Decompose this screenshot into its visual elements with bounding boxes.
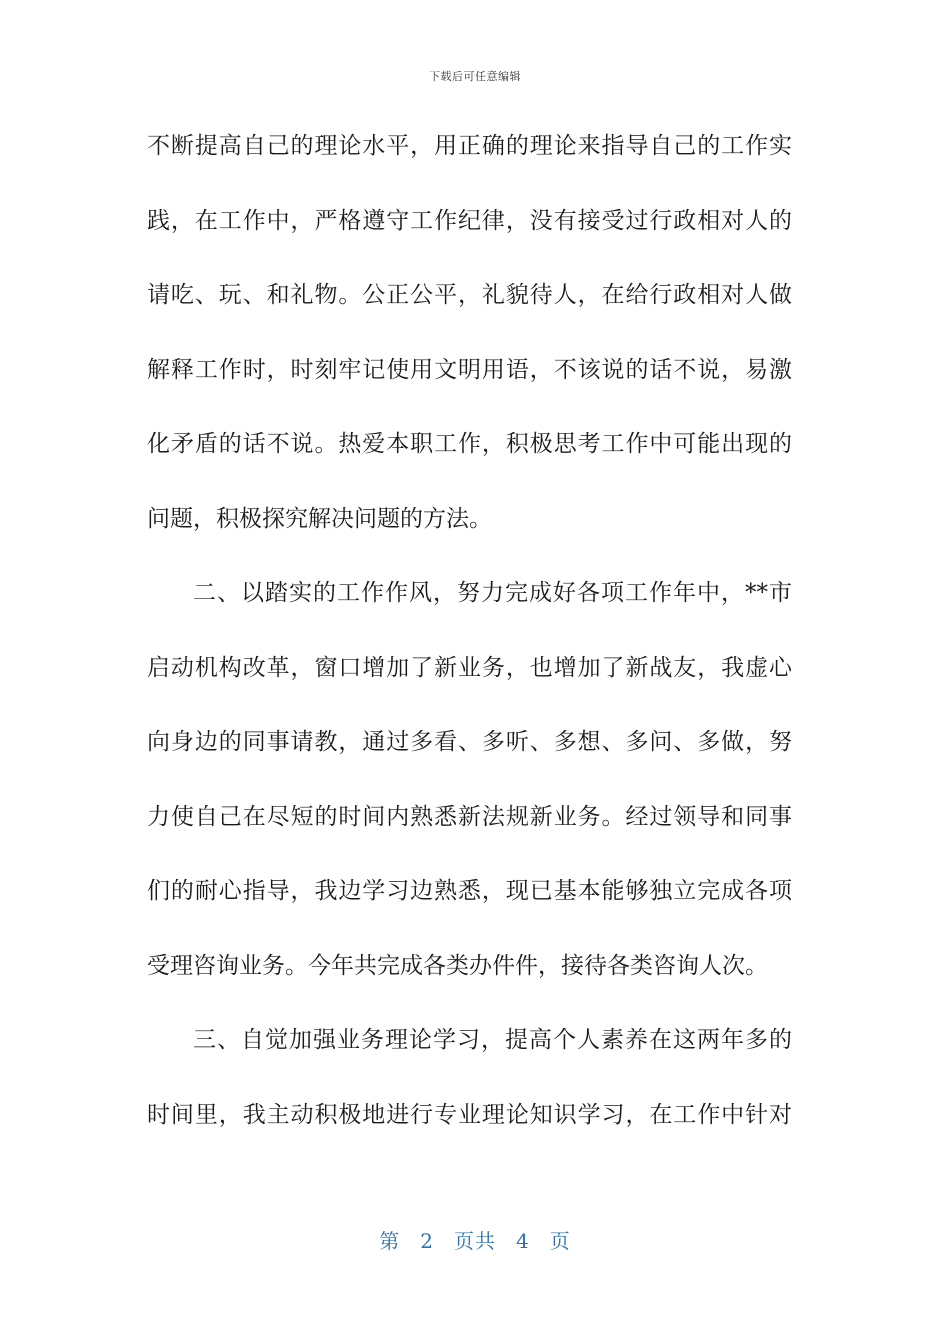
page-label-mid: 页共 — [454, 1229, 496, 1253]
page-label-suffix: 页 — [549, 1229, 571, 1253]
text-line: 解释工作时，时刻牢记使用文明用语，不该说的话不说，易激 — [147, 356, 792, 383]
document-body — [147, 118, 792, 1161]
text-line: 三、自觉加强业务理论学习，提高个人素养在这两年多的 — [193, 1027, 792, 1053]
text-line: 受理咨询业务。今年共完成各类办件件，接待各类咨询人次。 — [147, 952, 768, 979]
current-page-number: 2 — [420, 1229, 434, 1253]
text-line: 问题，积极探究解决问题的方法。 — [147, 505, 492, 532]
text-line: 请吃、玩、和礼物。公正公平，礼貌待人，在给行政相对人做 — [147, 282, 792, 308]
text-line: 不断提高自己的理论水平，用正确的理论来指导自己的工作实 — [147, 133, 792, 159]
page-label-prefix: 第 — [379, 1229, 401, 1253]
text-line: 践，在工作中，严格遵守工作纪律，没有接受过行政相对人的 — [147, 207, 792, 234]
total-pages-number: 4 — [516, 1229, 530, 1253]
text-line: 化矛盾的话不说。热爱本职工作，积极思考工作中可能出现的 — [147, 431, 792, 457]
text-line: 时间里，我主动积极地进行专业理论知识学习，在工作中针对 — [147, 1101, 792, 1128]
text-line: 向身边的同事请教，通过多看、多听、多想、多问、多做，努 — [147, 729, 792, 755]
text-line: 力使自己在尽短的时间内熟悉新法规新业务。经过领导和同事 — [147, 803, 792, 830]
header-note: 下载后可任意编辑 — [429, 70, 521, 83]
text-line: 启动机构改革，窗口增加了新业务，也增加了新战友，我虚心 — [147, 654, 792, 681]
page-footer — [0, 1225, 950, 1254]
text-line: 二、以踏实的工作作风，努力完成好各项工作年中，**市 — [193, 580, 792, 606]
text-line: 们的耐心指导，我边学习边熟悉，现已基本能够独立完成各项 — [147, 878, 792, 904]
